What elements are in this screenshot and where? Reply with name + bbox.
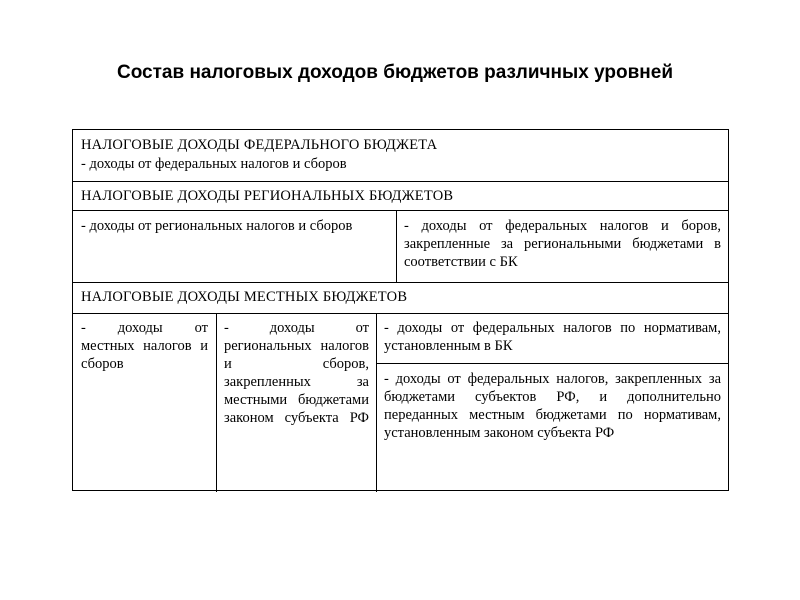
- federal-item: - доходы от федеральных налогов и сборов: [81, 156, 347, 172]
- tax-revenue-table: [72, 129, 729, 491]
- local-col3-top-cell: - доходы от федеральных налогов по нормативам, установленным в БК: [384, 320, 721, 354]
- divider: [396, 210, 397, 282]
- local-col1-cell: - доходы от местных налогов и сборов: [81, 320, 208, 372]
- page-title: Состав налоговых доходов бюджетов различных уровней: [116, 62, 674, 83]
- local-col3-bottom-cell: - доходы от федеральных налогов, закрепленных за бюджетами субъектов РФ, и дополнительно переданных местным бюджетами по нормативам, установленным законом субъекта РФ: [384, 371, 721, 441]
- regional-left-cell: - доходы от региональных налогов и сборов: [81, 218, 353, 234]
- divider: [376, 363, 728, 364]
- regional-heading: НАЛОГОВЫЕ ДОХОДЫ РЕГИОНАЛЬНЫХ БЮДЖЕТОВ: [81, 188, 454, 204]
- divider: [73, 210, 728, 211]
- divider: [73, 181, 728, 182]
- divider: [376, 313, 377, 492]
- local-col2-cell: - доходы от региональных налогов и сборов, закрепленных за местными бюджетами законом субъекта РФ: [224, 320, 369, 426]
- regional-right-cell: - доходы от федеральных налогов и боров, закрепленные за региональными бюджетами в соответствии с БК: [404, 218, 721, 270]
- divider: [73, 313, 728, 314]
- divider: [73, 282, 728, 283]
- federal-heading: НАЛОГОВЫЕ ДОХОДЫ ФЕДЕРАЛЬНОГО БЮДЖЕТА: [81, 137, 438, 153]
- local-heading: НАЛОГОВЫЕ ДОХОДЫ МЕСТНЫХ БЮДЖЕТОВ: [81, 289, 408, 305]
- divider: [216, 313, 217, 492]
